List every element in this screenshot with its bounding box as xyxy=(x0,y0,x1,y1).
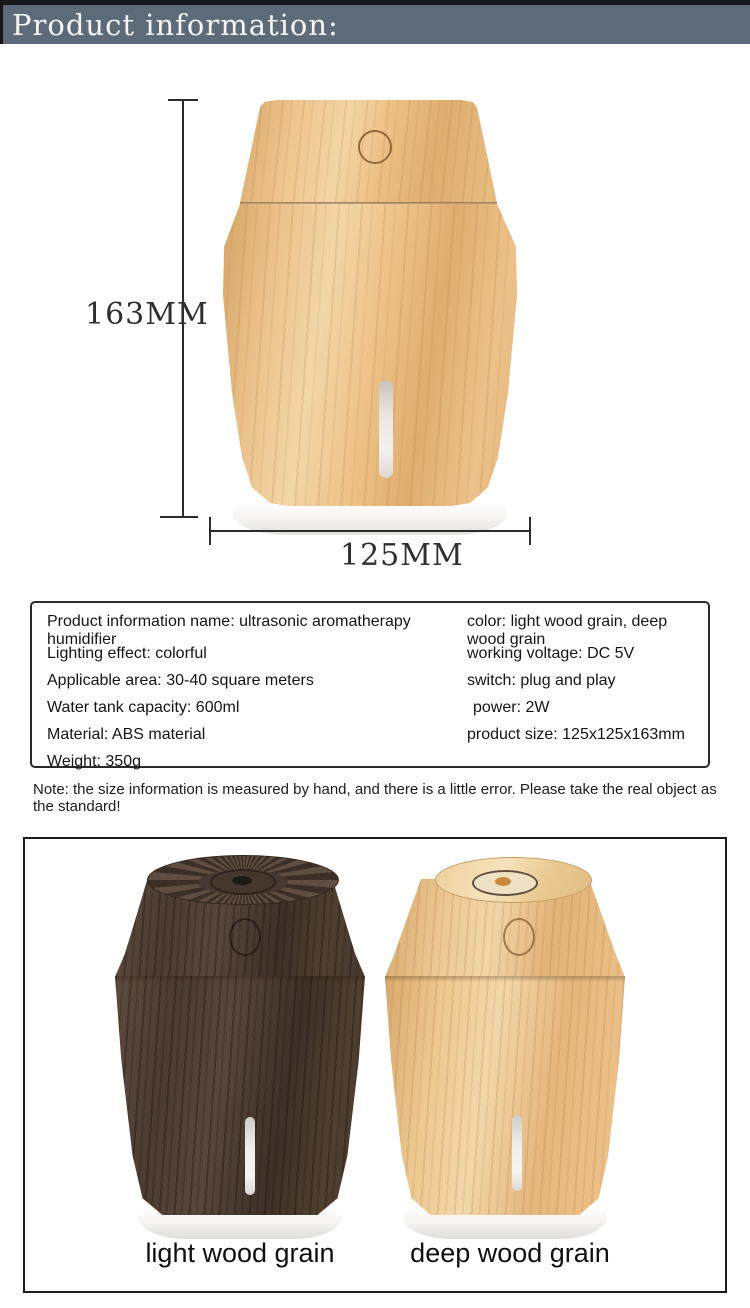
dark-water-level-window xyxy=(245,1117,255,1195)
spec-cell-left: Product information name: ultrasonic aromatherapy humidifier xyxy=(47,613,411,648)
dark-mist-nozzle-icon xyxy=(232,876,252,885)
table-row xyxy=(47,721,708,748)
humidifier-dark-variant xyxy=(115,855,365,1240)
spec-cell-right: working voltage: DC 5V xyxy=(467,644,635,662)
height-dimension-top-tick xyxy=(168,99,198,101)
light-power-button-circle xyxy=(503,918,535,956)
page-title: Product information: xyxy=(12,7,339,42)
spec-cell-left: Lighting effect: colorful xyxy=(47,644,207,662)
spec-cell-left: Material: ABS material xyxy=(47,725,206,743)
width-dimension-line xyxy=(210,530,530,532)
humidifier-seam xyxy=(240,202,497,204)
spec-cell-left: Water tank capacity: 600ml xyxy=(47,698,240,716)
humidifier-light-variant xyxy=(385,855,625,1240)
width-dimension-left-tick xyxy=(209,517,211,545)
spec-cell-right: color: light wood grain, deep wood grain xyxy=(467,613,668,648)
dark-body xyxy=(115,976,365,1215)
height-dimension-label: 163MM xyxy=(85,297,209,332)
table-row xyxy=(47,613,708,648)
spec-table xyxy=(30,601,710,768)
measurement-note: Note: the size information is measured by hand, and there is a little error. Please take the real object as the standard! xyxy=(33,781,717,815)
water-level-window xyxy=(379,380,393,478)
header-bar xyxy=(0,5,750,44)
dark-power-button-circle xyxy=(229,918,261,956)
power-button-circle xyxy=(358,130,392,164)
variant-label-right: deep wood grain xyxy=(410,1238,610,1268)
humidifier-front-photo xyxy=(215,95,525,540)
spec-cell-left: Weight: 350g xyxy=(47,752,141,770)
height-dimension-bottom-tick xyxy=(160,516,198,518)
light-water-level-window xyxy=(512,1115,522,1191)
light-mist-nozzle-icon xyxy=(495,877,511,886)
table-row xyxy=(47,694,708,721)
width-dimension-label: 125MM xyxy=(340,538,464,573)
light-body xyxy=(385,976,625,1215)
variant-label-left: light wood grain xyxy=(145,1238,335,1268)
humidifier-body xyxy=(223,204,517,506)
table-row xyxy=(47,748,708,775)
spec-cell-right: switch: plug and play xyxy=(467,671,616,689)
spec-cell-right: product size: 125x125x163mm xyxy=(467,725,685,743)
table-row xyxy=(47,667,708,694)
spec-cell-left: Applicable area: 30-40 square meters xyxy=(47,671,314,689)
width-dimension-right-tick xyxy=(529,517,531,545)
table-row xyxy=(47,640,708,667)
spec-cell-right: power: 2W xyxy=(473,698,550,716)
